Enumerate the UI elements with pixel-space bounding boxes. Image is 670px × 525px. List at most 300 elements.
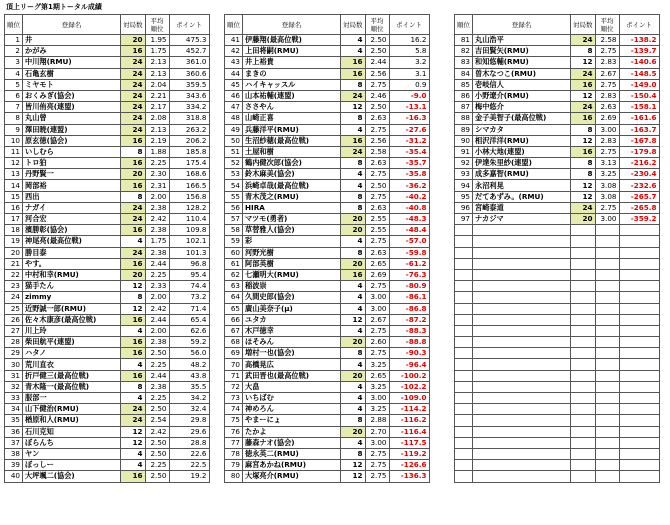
- name-cell: 小林大地(連盟): [473, 146, 571, 157]
- table-row: [455, 90, 660, 101]
- rank-cell: 19: [5, 236, 23, 247]
- points-cell: 74.4: [169, 281, 209, 292]
- name-cell: 岡部裕: [23, 180, 121, 191]
- rank-cell: 80: [225, 471, 243, 482]
- avg-cell: 1.88: [145, 146, 169, 157]
- name-cell: 丸山曾: [23, 113, 121, 124]
- games-cell: [571, 426, 596, 437]
- points-cell: 43.8: [169, 370, 209, 381]
- points-cell: 56.0: [169, 348, 209, 359]
- points-cell: 3.2: [389, 57, 429, 68]
- rank-cell: [455, 381, 473, 392]
- points-cell: -40.8: [389, 202, 429, 213]
- name-cell: [473, 348, 571, 359]
- avg-cell: 1.75: [145, 236, 169, 247]
- games-cell: 4: [341, 303, 366, 314]
- table-row: [5, 303, 210, 314]
- games-cell: 4: [341, 281, 366, 292]
- table-row: [5, 90, 210, 101]
- name-cell: [473, 448, 571, 459]
- points-cell: -86.1: [389, 292, 429, 303]
- points-cell: -232.6: [619, 180, 659, 191]
- name-cell: やす。: [23, 258, 121, 269]
- points-cell: -116.4: [389, 426, 429, 437]
- avg-cell: 2.50: [145, 471, 169, 482]
- games-cell: [571, 370, 596, 381]
- rank-cell: 56: [225, 202, 243, 213]
- table-row: [5, 471, 210, 482]
- games-cell: 8: [341, 79, 366, 90]
- table-row: [455, 236, 660, 247]
- points-cell: -35.7: [389, 158, 429, 169]
- points-cell: -265.8: [619, 202, 659, 213]
- rank-cell: 13: [5, 169, 23, 180]
- points-cell: 168.6: [169, 169, 209, 180]
- table-row: [455, 202, 660, 213]
- name-cell: 和知悠輔(RMU): [473, 57, 571, 68]
- table-row: [5, 146, 210, 157]
- points-cell: 175.4: [169, 158, 209, 169]
- rank-cell: [455, 247, 473, 258]
- avg-cell: 2.75: [365, 325, 389, 336]
- table-row: [5, 191, 210, 202]
- points-cell: -102.2: [389, 381, 429, 392]
- name-cell: 久間史郎(協会): [243, 292, 341, 303]
- avg-cell: 2.75: [365, 124, 389, 135]
- avg-cell: 2.83: [595, 135, 619, 146]
- rank-cell: 84: [455, 68, 473, 79]
- table-row: [455, 158, 660, 169]
- name-cell: 七瀬明大(RMU): [243, 269, 341, 280]
- points-cell: -161.6: [619, 113, 659, 124]
- games-cell: 4: [121, 236, 146, 247]
- rank-cell: 95: [455, 191, 473, 202]
- rank-cell: 21: [5, 258, 23, 269]
- rank-cell: 29: [5, 348, 23, 359]
- table-row: [455, 303, 660, 314]
- name-cell: 阿部英樹: [243, 258, 341, 269]
- rank-cell: 48: [225, 113, 243, 124]
- games-cell: 24: [121, 404, 146, 415]
- points-cell: [619, 303, 659, 314]
- header-row: [225, 15, 430, 35]
- avg-cell: 2.58: [365, 146, 389, 157]
- name-cell: マツモ(勇者): [243, 214, 341, 225]
- avg-cell: 2.67: [365, 314, 389, 325]
- name-cell: 浜崎卓哉(最高位戦): [243, 180, 341, 191]
- table-row: [5, 437, 210, 448]
- table-row: [225, 90, 430, 101]
- avg-cell: 2.83: [595, 90, 619, 101]
- points-cell: -179.8: [619, 146, 659, 157]
- avg-cell: 2.50: [365, 102, 389, 113]
- standings-table-3: [454, 14, 660, 483]
- name-cell: 川上玲: [23, 325, 121, 336]
- points-cell: 101.3: [169, 247, 209, 258]
- points-cell: -88.8: [389, 337, 429, 348]
- name-cell: [473, 269, 571, 280]
- points-cell: -80.9: [389, 281, 429, 292]
- name-cell: ナガイ: [23, 202, 121, 213]
- name-cell: [473, 370, 571, 381]
- table-row: [5, 292, 210, 303]
- table-row: [5, 269, 210, 280]
- points-cell: -150.4: [619, 90, 659, 101]
- avg-cell: [595, 348, 619, 359]
- table-row: [225, 448, 430, 459]
- games-cell: 16: [571, 113, 596, 124]
- avg-cell: 2.50: [145, 348, 169, 359]
- avg-cell: 2.50: [145, 448, 169, 459]
- points-cell: [619, 292, 659, 303]
- table-row: [5, 370, 210, 381]
- games-cell: 20: [341, 214, 366, 225]
- rank-cell: 36: [5, 426, 23, 437]
- games-cell: 20: [341, 258, 366, 269]
- avg-cell: [595, 314, 619, 325]
- points-cell: [619, 247, 659, 258]
- games-cell: 4: [341, 180, 366, 191]
- points-cell: -35.8: [389, 169, 429, 180]
- avg-cell: 2.13: [145, 57, 169, 68]
- avg-cell: 2.38: [145, 381, 169, 392]
- name-cell: [473, 225, 571, 236]
- rank-cell: 42: [225, 46, 243, 57]
- games-cell: [571, 415, 596, 426]
- name-cell: おくみぎ(協会): [23, 90, 121, 101]
- rank-cell: 1: [5, 35, 23, 46]
- games-cell: 16: [341, 269, 366, 280]
- games-cell: 24: [571, 202, 596, 213]
- name-cell: [473, 415, 571, 426]
- games-cell: 16: [121, 225, 146, 236]
- rank-cell: [455, 258, 473, 269]
- name-cell: 壱岐信人: [473, 79, 571, 90]
- rank-cell: 2: [5, 46, 23, 57]
- rank-cell: 12: [5, 158, 23, 169]
- name-cell: 梅中悠介: [473, 102, 571, 113]
- table-row: [5, 381, 210, 392]
- name-cell: 小野遼介(RMU): [473, 90, 571, 101]
- avg-cell: 2.17: [145, 102, 169, 113]
- table-row: [225, 359, 430, 370]
- rank-cell: 31: [5, 370, 23, 381]
- rank-cell: 58: [225, 225, 243, 236]
- name-cell: [473, 426, 571, 437]
- rank-cell: [455, 448, 473, 459]
- points-cell: 0.9: [389, 79, 429, 90]
- name-cell: [473, 314, 571, 325]
- points-cell: 359.5: [169, 79, 209, 90]
- avg-cell: 2.75: [365, 460, 389, 471]
- games-cell: [571, 258, 596, 269]
- rank-cell: 60: [225, 247, 243, 258]
- rank-cell: 39: [5, 460, 23, 471]
- table-row: [455, 325, 660, 336]
- rank-cell: [455, 393, 473, 404]
- table-row: [455, 460, 660, 471]
- table-row: [225, 381, 430, 392]
- games-cell: [571, 337, 596, 348]
- name-cell: 生沼紗穂(最高位戦): [243, 135, 341, 146]
- rank-cell: 51: [225, 146, 243, 157]
- points-cell: -40.2: [389, 191, 429, 202]
- avg-cell: 2.42: [145, 426, 169, 437]
- table-row: [5, 415, 210, 426]
- header-games: 対局数: [571, 15, 596, 35]
- avg-cell: 3.08: [595, 180, 619, 191]
- name-cell: [473, 258, 571, 269]
- points-cell: 318.8: [169, 113, 209, 124]
- rank-cell: 57: [225, 214, 243, 225]
- avg-cell: 2.69: [365, 269, 389, 280]
- games-cell: 20: [121, 269, 146, 280]
- name-cell: 相沢洋洋(RMU): [473, 135, 571, 146]
- table-row: [5, 247, 210, 258]
- points-cell: -31.2: [389, 135, 429, 146]
- rank-cell: 6: [5, 90, 23, 101]
- table-row: [225, 169, 430, 180]
- name-cell: 鶴内健次郎(協会): [243, 158, 341, 169]
- games-cell: 4: [341, 404, 366, 415]
- points-cell: [619, 448, 659, 459]
- avg-cell: 2.75: [365, 471, 389, 482]
- name-cell: 石亀玄樹: [23, 68, 121, 79]
- points-cell: 102.1: [169, 236, 209, 247]
- points-cell: -109.0: [389, 393, 429, 404]
- points-cell: 73.2: [169, 292, 209, 303]
- points-cell: [619, 437, 659, 448]
- name-cell: 澤田暁(連盟): [23, 124, 121, 135]
- avg-cell: 2.44: [145, 258, 169, 269]
- points-cell: -265.7: [619, 191, 659, 202]
- rank-cell: 45: [225, 79, 243, 90]
- games-cell: 24: [571, 68, 596, 79]
- name-cell: 青木隆一(最高位戦): [23, 381, 121, 392]
- avg-cell: 2.38: [145, 247, 169, 258]
- rank-cell: 30: [5, 359, 23, 370]
- games-cell: [571, 236, 596, 247]
- avg-cell: 2.44: [365, 57, 389, 68]
- name-cell: 神めろん: [243, 404, 341, 415]
- table-row: [455, 68, 660, 79]
- header-name: 登録名: [23, 15, 121, 35]
- points-cell: 59.2: [169, 337, 209, 348]
- name-cell: 楢原和人(RMU): [23, 415, 121, 426]
- points-cell: 48.2: [169, 359, 209, 370]
- name-cell: 永沼利晃: [473, 180, 571, 191]
- avg-cell: [595, 281, 619, 292]
- name-cell: ヤン: [23, 448, 121, 459]
- table-row: [225, 426, 430, 437]
- games-cell: 12: [571, 57, 596, 68]
- rank-cell: 9: [5, 124, 23, 135]
- table-row: [455, 381, 660, 392]
- points-cell: 29.8: [169, 415, 209, 426]
- games-cell: 20: [121, 35, 146, 46]
- games-cell: 8: [121, 146, 146, 157]
- table-row: [455, 426, 660, 437]
- avg-cell: 3.25: [365, 359, 389, 370]
- name-cell: ささやん: [243, 102, 341, 113]
- name-cell: ナカジマ: [473, 214, 571, 225]
- table-row: [5, 348, 210, 359]
- table-row: [5, 404, 210, 415]
- table-row: [225, 146, 430, 157]
- games-cell: 20: [341, 426, 366, 437]
- name-cell: 伊藤翔(最高位戦): [243, 35, 341, 46]
- rank-cell: 23: [5, 281, 23, 292]
- points-cell: 361.0: [169, 57, 209, 68]
- points-cell: 32.4: [169, 404, 209, 415]
- name-cell: ハイキャッスル: [243, 79, 341, 90]
- name-cell: ほそみん: [243, 337, 341, 348]
- rank-cell: 75: [225, 415, 243, 426]
- rank-cell: 77: [225, 437, 243, 448]
- name-cell: [473, 404, 571, 415]
- rank-cell: 41: [225, 35, 243, 46]
- rank-cell: 82: [455, 46, 473, 57]
- avg-cell: 2.75: [595, 46, 619, 57]
- header-avg: 平均 順位: [365, 15, 389, 35]
- table-row: [5, 180, 210, 191]
- rank-cell: 62: [225, 269, 243, 280]
- name-cell: [473, 337, 571, 348]
- name-cell: 荒川直衣: [23, 359, 121, 370]
- games-cell: 4: [341, 381, 366, 392]
- games-cell: 12: [571, 90, 596, 101]
- avg-cell: [595, 225, 619, 236]
- standings-table-2: [224, 14, 430, 483]
- avg-cell: 2.25: [145, 158, 169, 169]
- points-cell: 3.1: [389, 68, 429, 79]
- rank-cell: 96: [455, 202, 473, 213]
- games-cell: 16: [121, 314, 146, 325]
- avg-cell: 2.50: [145, 404, 169, 415]
- avg-cell: 2.55: [365, 225, 389, 236]
- avg-cell: [595, 258, 619, 269]
- games-cell: 8: [341, 348, 366, 359]
- rank-cell: [455, 359, 473, 370]
- table-row: [5, 460, 210, 471]
- name-cell: いちばむ: [243, 393, 341, 404]
- avg-cell: 2.55: [365, 214, 389, 225]
- avg-cell: [595, 325, 619, 336]
- avg-cell: 2.63: [365, 113, 389, 124]
- name-cell: 大畠: [243, 381, 341, 392]
- table-row: [455, 269, 660, 280]
- games-cell: 20: [341, 370, 366, 381]
- table-row: [455, 393, 660, 404]
- name-cell: 稲波崇: [243, 281, 341, 292]
- table-row: [455, 102, 660, 113]
- name-cell: 金子美智子(最高位戦): [473, 113, 571, 124]
- points-cell: -138.2: [619, 35, 659, 46]
- points-cell: -139.7: [619, 46, 659, 57]
- rank-cell: 89: [455, 124, 473, 135]
- points-cell: 360.6: [169, 68, 209, 79]
- name-cell: [473, 381, 571, 392]
- points-cell: [619, 258, 659, 269]
- games-cell: 8: [341, 247, 366, 258]
- rank-cell: [455, 281, 473, 292]
- games-cell: 16: [121, 471, 146, 482]
- page-title: 頂上リーグ第1期トータル成績: [6, 3, 102, 11]
- avg-cell: 3.25: [365, 381, 389, 392]
- table-row: [5, 102, 210, 113]
- games-cell: 4: [121, 393, 146, 404]
- table-row: [5, 79, 210, 90]
- name-cell: 原玄徳(協会): [23, 135, 121, 146]
- rank-cell: [455, 437, 473, 448]
- avg-cell: 2.75: [365, 169, 389, 180]
- rank-cell: 63: [225, 281, 243, 292]
- avg-cell: 1.75: [145, 46, 169, 57]
- points-cell: -100.2: [389, 370, 429, 381]
- name-cell: 大塚亮介(RMU): [243, 471, 341, 482]
- avg-cell: 2.00: [145, 292, 169, 303]
- table-row: [455, 448, 660, 459]
- games-cell: 24: [121, 202, 146, 213]
- avg-cell: [595, 269, 619, 280]
- rank-cell: 61: [225, 258, 243, 269]
- games-cell: 20: [121, 169, 146, 180]
- table-row: [455, 404, 660, 415]
- avg-cell: [595, 303, 619, 314]
- points-cell: -216.2: [619, 158, 659, 169]
- games-cell: 24: [571, 35, 596, 46]
- games-cell: 8: [341, 448, 366, 459]
- table-row: [225, 214, 430, 225]
- rank-cell: 72: [225, 381, 243, 392]
- avg-cell: 3.25: [365, 404, 389, 415]
- rank-cell: 70: [225, 359, 243, 370]
- rank-cell: 40: [5, 471, 23, 482]
- avg-cell: [595, 471, 619, 482]
- table-row: [5, 236, 210, 247]
- table-row: [455, 146, 660, 157]
- rank-cell: [455, 303, 473, 314]
- games-cell: [571, 281, 596, 292]
- rank-cell: 8: [5, 113, 23, 124]
- games-cell: 8: [341, 415, 366, 426]
- name-cell: 西出: [23, 191, 121, 202]
- table-row: [225, 57, 430, 68]
- name-cell: 大坪颯二(協会): [23, 471, 121, 482]
- table-row: [225, 202, 430, 213]
- games-cell: 24: [121, 214, 146, 225]
- table-row: [5, 113, 210, 124]
- name-cell: 猫手たん: [23, 281, 121, 292]
- rank-cell: 34: [5, 404, 23, 415]
- rank-cell: 90: [455, 135, 473, 146]
- points-cell: [619, 460, 659, 471]
- games-cell: 12: [341, 471, 366, 482]
- avg-cell: 2.88: [365, 415, 389, 426]
- games-cell: [571, 269, 596, 280]
- games-cell: 16: [121, 258, 146, 269]
- games-cell: 12: [341, 102, 366, 113]
- header-name: 登録名: [473, 15, 571, 35]
- table-row: [455, 124, 660, 135]
- rank-cell: 88: [455, 113, 473, 124]
- name-cell: 土屋和樹: [243, 146, 341, 157]
- table-row: [225, 325, 430, 336]
- table-row: [5, 225, 210, 236]
- points-cell: -117.5: [389, 437, 429, 448]
- rank-cell: 33: [5, 393, 23, 404]
- points-cell: [619, 269, 659, 280]
